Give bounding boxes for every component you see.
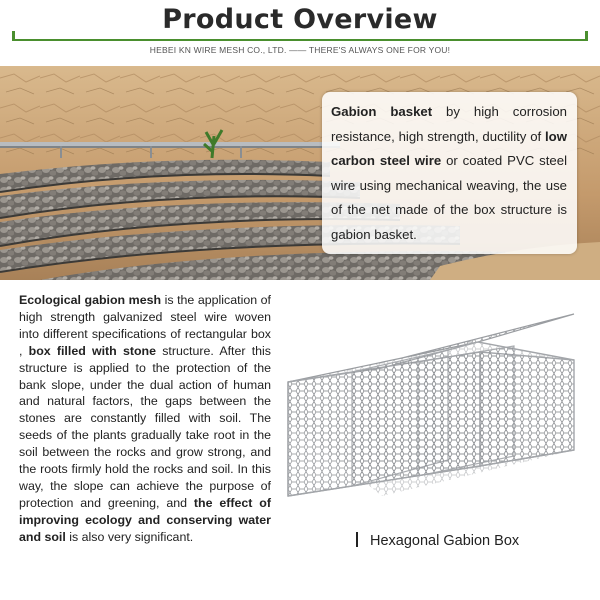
body-text-1: is the application of high strength galvanized steel wire woven into different specifications of rectangular box , [19,293,271,358]
callout-lead: Gabion basket [331,104,433,119]
page-header [0,0,600,66]
body-mid: box filled with stone [28,343,156,358]
callout-text-2: or coated PVC steel wire using mechanical weaving, the use of the net made of the box structure is gabion basket. [331,153,567,242]
callout-text-1: by high corrosion resistance, high strength, ductility of [331,104,568,144]
caption-text: Hexagonal Gabion Box [370,533,520,549]
header-rule [14,39,586,41]
page-title: Product Overview [162,4,438,35]
gabion-box-drawing [282,300,594,522]
body-text-2: structure. After this structure is applied to the protection of the bank slope, under the dual action of human and natural factors, the gaps between the stones are constantly filled with soil. The seeds of the plants gradually take root in the soil between the rocks and grow strong, and the roots firmly hold the rocks and soil. In this way, the slope can achieve the purpose of protection and greening, and [19,343,271,510]
hexagonal-gabion-box-figure [282,300,594,522]
gabion-basket-description [322,92,577,254]
header-rule-right-cap [585,31,588,41]
body-text-3: is also very significant. [65,529,194,544]
callout-material: low carbon steel wire [331,128,567,168]
body-effect: the effect of improving ecology and conserving water and soil [19,495,271,544]
figure-caption [356,532,519,550]
company-tagline: HEBEI KN WIRE MESH CO., LTD. —— THERE'S ALWAYS ONE FOR YOU! [149,45,451,55]
caption-marker [356,532,358,547]
ecological-gabion-description [19,292,271,546]
body-lead: Ecological gabion mesh [19,293,162,307]
